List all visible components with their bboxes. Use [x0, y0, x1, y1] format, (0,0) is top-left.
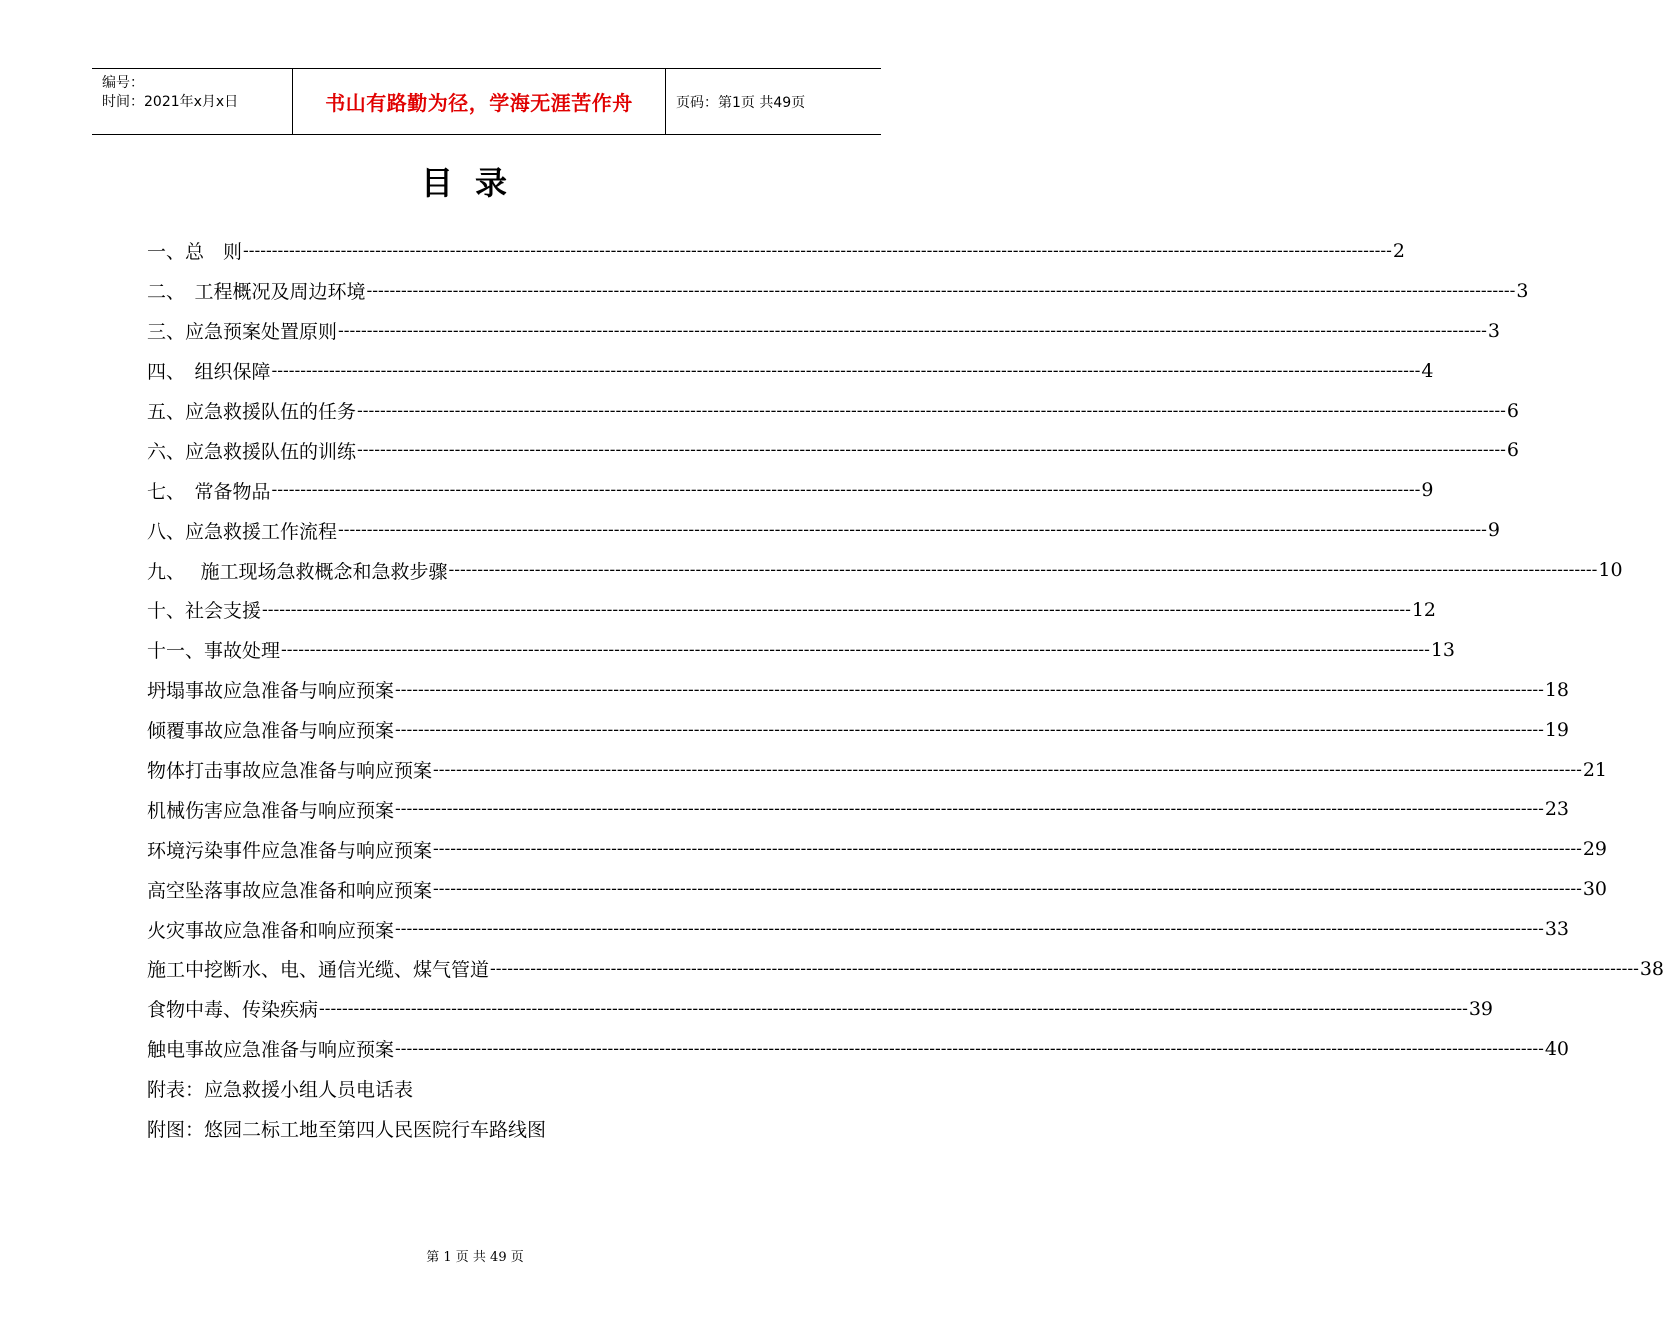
toc-entry-label: 六、应急救援队伍的训练 [147, 440, 357, 463]
header-meta-cell [92, 69, 293, 134]
toc-entry[interactable] [147, 670, 1570, 710]
toc-leader: -------------------------------------------------------------------------------------------------------------------------------------------------------------------------------------------------------- [271, 360, 1421, 381]
toc-entry[interactable] [147, 1029, 1570, 1069]
toc-entry-page: 9 [1421, 479, 1434, 502]
toc-entry-label: 倾覆事故应急准备与响应预案 [147, 720, 395, 743]
toc-entry-page: 23 [1544, 798, 1570, 821]
toc-leader: -------------------------------------------------------------------------------------------------------------------------------------------------------------------------------------------------------- [357, 400, 1506, 421]
toc-entry-label: 坍塌事故应急准备与响应预案 [147, 680, 395, 703]
toc-entry[interactable] [147, 231, 1405, 271]
toc-entry[interactable] [147, 829, 1608, 869]
toc-entry-label: 一、总 则 [147, 241, 243, 264]
toc-entry-page: 29 [1582, 838, 1608, 861]
toc-entry[interactable] [147, 590, 1437, 630]
document-time-label: 时间：2021年x月x日 [102, 94, 239, 110]
toc-entry-page: 21 [1582, 758, 1608, 781]
toc-leader: -------------------------------------------------------------------------------------------------------------------------------------------------------------------------------------------------------- [262, 599, 1411, 620]
toc-entry[interactable] [147, 271, 1529, 311]
toc-entry[interactable] [147, 351, 1434, 391]
toc-entry-page: 30 [1582, 878, 1608, 901]
toc-entry[interactable] [147, 710, 1570, 750]
toc-entry[interactable] [147, 391, 1519, 431]
toc-entry-label: 二、 工程概况及周边环境 [147, 281, 366, 304]
toc-entry-page: 38 [1639, 957, 1664, 980]
toc-leader: -------------------------------------------------------------------------------------------------------------------------------------------------------------------------------------------------------- [338, 320, 1487, 341]
toc-entry[interactable] [147, 311, 1500, 351]
toc-entry[interactable] [147, 869, 1608, 909]
appendix-item: 附表：应急救援小组人员电话表 [147, 1079, 414, 1102]
toc-entry-page: 40 [1544, 1037, 1570, 1060]
toc-entry[interactable] [147, 630, 1456, 670]
toc-entry-label: 四、 组织保障 [147, 361, 271, 384]
table-of-contents [147, 231, 1664, 1148]
toc-entry-label: 施工中挖断水、电、通信光缆、煤气管道 [147, 959, 490, 982]
toc-entry-label: 五、应急救援队伍的任务 [147, 401, 357, 423]
header-page-cell [666, 69, 881, 134]
toc-leader: -------------------------------------------------------------------------------------------------------------------------------------------------------------------------------------------------------- [395, 719, 1544, 740]
toc-entry[interactable] [147, 430, 1519, 470]
toc-entry-page: 13 [1430, 638, 1456, 661]
header-motto-cell [293, 69, 666, 134]
toc-entry-label: 机械伤害应急准备与响应预案 [147, 799, 395, 822]
page-title: 目录 [420, 164, 529, 202]
toc-leader: -------------------------------------------------------------------------------------------------------------------------------------------------------------------------------------------------------- [433, 759, 1582, 780]
toc-entry-page: 39 [1468, 997, 1494, 1020]
toc-entry-label: 七、 常备物品 [147, 480, 271, 503]
toc-entry-page: 6 [1506, 439, 1519, 462]
toc-entry-label: 触电事故应急准备与响应预案 [147, 1039, 395, 1062]
toc-entry-page: 3 [1516, 279, 1529, 302]
header-page-info: 页码：第1页 共49页 [676, 94, 806, 111]
toc-leader: -------------------------------------------------------------------------------------------------------------------------------------------------------------------------------------------------------- [357, 440, 1506, 461]
toc-entry-label: 九、 施工现场急救概念和急救步骤 [147, 560, 448, 583]
toc-entry[interactable] [147, 949, 1664, 989]
toc-entry[interactable] [147, 510, 1500, 550]
toc-entry-label: 高空坠落事故应急准备和响应预案 [147, 879, 433, 902]
toc-leader: -------------------------------------------------------------------------------------------------------------------------------------------------------------------------------------------------------- [448, 560, 1598, 581]
toc-leader: -------------------------------------------------------------------------------------------------------------------------------------------------------------------------------------------------------- [281, 639, 1430, 660]
toc-entry[interactable] [147, 550, 1623, 590]
toc-entry-label: 十一、事故处理 [147, 640, 281, 663]
toc-entry-page: 33 [1544, 918, 1570, 941]
toc-entry-page: 4 [1421, 359, 1434, 382]
toc-entry[interactable] [147, 909, 1570, 949]
toc-leader: -------------------------------------------------------------------------------------------------------------------------------------------------------------------------------------------------------- [395, 1038, 1544, 1059]
page-header [92, 68, 881, 135]
toc-entry-page: 19 [1544, 718, 1570, 741]
toc-entry-page: 12 [1411, 598, 1437, 621]
toc-leader: -------------------------------------------------------------------------------------------------------------------------------------------------------------------------------------------------------- [243, 240, 1392, 261]
toc-entry-label: 环境污染事件应急准备与响应预案 [147, 839, 433, 862]
toc-entry[interactable] [147, 750, 1608, 790]
toc-leader: -------------------------------------------------------------------------------------------------------------------------------------------------------------------------------------------------------- [433, 879, 1582, 900]
toc-entry-page: 18 [1544, 678, 1570, 701]
toc-leader: -------------------------------------------------------------------------------------------------------------------------------------------------------------------------------------------------------- [395, 679, 1544, 700]
toc-entry[interactable] [147, 989, 1494, 1029]
toc-entry-label: 食物中毒、传染疾病 [147, 999, 319, 1022]
toc-entry-page: 2 [1392, 239, 1405, 262]
toc-entry-label: 八、应急救援工作流程 [147, 520, 338, 543]
toc-entry-page: 10 [1598, 559, 1623, 582]
toc-entry-page: 3 [1487, 319, 1500, 342]
toc-leader: -------------------------------------------------------------------------------------------------------------------------------------------------------------------------------------------------------- [319, 998, 1468, 1019]
toc-entry-label: 物体打击事故应急准备与响应预案 [147, 760, 433, 783]
page-footer: 第 1 页 共 49 页 [426, 1250, 524, 1265]
appendix-item: 附图：悠园二标工地至第四人民医院行车路线图 [147, 1119, 547, 1142]
toc-entry-label: 火灾事故应急准备和响应预案 [147, 919, 395, 942]
toc-leader: -------------------------------------------------------------------------------------------------------------------------------------------------------------------------------------------------------- [395, 799, 1544, 820]
toc-leader: -------------------------------------------------------------------------------------------------------------------------------------------------------------------------------------------------------- [338, 520, 1487, 541]
document-code-label: 编号： [102, 75, 144, 91]
header-motto: 书山有路勤为径，学海无涯苦作舟 [325, 91, 633, 115]
toc-entry-label: 十、社会支援 [147, 600, 262, 623]
toc-entry-label: 三、应急预案处置原则 [147, 321, 338, 344]
toc-leader: -------------------------------------------------------------------------------------------------------------------------------------------------------------------------------------------------------- [433, 839, 1582, 860]
toc-leader: -------------------------------------------------------------------------------------------------------------------------------------------------------------------------------------------------------- [395, 919, 1544, 940]
toc-entry[interactable] [147, 470, 1434, 510]
toc-entry-page: 9 [1487, 519, 1500, 542]
toc-leader: -------------------------------------------------------------------------------------------------------------------------------------------------------------------------------------------------------- [271, 480, 1421, 501]
toc-entry[interactable] [147, 789, 1570, 829]
toc-leader: -------------------------------------------------------------------------------------------------------------------------------------------------------------------------------------------------------- [366, 280, 1516, 301]
toc-entry-page: 6 [1506, 399, 1519, 422]
toc-leader: -------------------------------------------------------------------------------------------------------------------------------------------------------------------------------------------------------- [490, 958, 1639, 979]
